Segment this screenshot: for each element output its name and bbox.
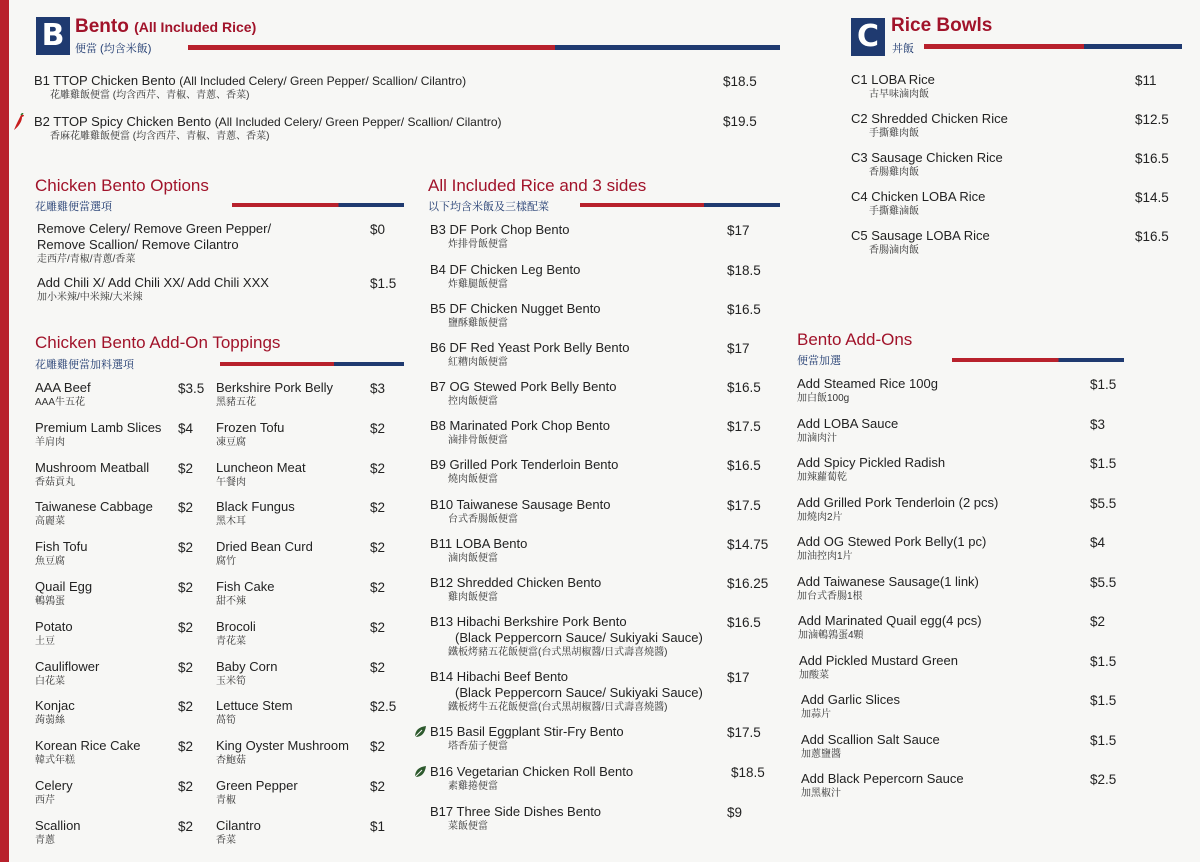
option-zh: 加小米辣/中米辣/大米辣 xyxy=(37,292,143,303)
item-zh: 加台式香腸1根 xyxy=(797,590,863,602)
item-price: $16.5 xyxy=(1135,229,1169,244)
item-name: Add Garlic Slices xyxy=(801,692,900,707)
item-name: Lettuce Stem xyxy=(216,698,293,714)
item-price: $2 xyxy=(178,818,194,834)
item-name: Add Black Pepercorn Sauce xyxy=(801,771,964,786)
item-name: B11 LOBA Bento xyxy=(430,536,528,551)
item-zh: 加蔥鹽醬 xyxy=(801,748,841,760)
item-price: $2 xyxy=(178,540,194,556)
item-price: $18.5 xyxy=(727,263,761,278)
menu-item xyxy=(430,457,618,486)
section-b-title xyxy=(75,16,256,38)
menu-item xyxy=(851,189,985,218)
item-zh: 紅糟肉飯便當 xyxy=(448,357,508,368)
menu-item xyxy=(216,818,261,847)
menu-item xyxy=(216,738,349,767)
menu-item xyxy=(797,574,979,603)
menu-item xyxy=(430,222,569,251)
item-zh: 鵪鶉蛋 xyxy=(35,596,65,607)
item-name: TTOP Spicy Chicken Bento xyxy=(53,114,212,129)
item-code: B1 xyxy=(34,73,50,88)
item-note: (All Included Celery/ Green Pepper/ Scallion/ Cilantro) xyxy=(179,74,467,88)
item-price: $16.5 xyxy=(727,458,761,473)
toppings-zh: 花雕雞便當加料選項 xyxy=(35,359,134,371)
menu-item xyxy=(797,376,938,405)
item-zh: 加燒肉2片 xyxy=(797,511,843,523)
menu-item xyxy=(35,420,161,449)
item-zh: 滷肉飯便當 xyxy=(448,553,498,564)
item-name: Cilantro xyxy=(216,817,261,833)
item-name: Konjac xyxy=(35,698,75,714)
item-price: $2 xyxy=(370,619,386,635)
item-name: Add Pickled Mustard Green xyxy=(799,652,958,668)
item-zh: 甜不辣 xyxy=(216,596,246,607)
section-c-badge: C xyxy=(851,18,885,56)
item-price: $2 xyxy=(178,580,194,595)
item-price: $2 xyxy=(370,460,386,476)
item-price: $14.75 xyxy=(727,537,769,552)
item-name: Baby Corn xyxy=(216,658,278,674)
item-zh: 炸雞腿飯便當 xyxy=(448,279,508,290)
item-zh: 加黑椒汁 xyxy=(801,788,841,799)
item-price: $9 xyxy=(727,805,743,820)
menu-item xyxy=(797,534,986,563)
menu-item xyxy=(35,380,91,409)
item-zh: 雞肉飯便當 xyxy=(448,592,498,603)
item-price: $16.25 xyxy=(727,576,769,591)
item-price: $2 xyxy=(178,460,194,476)
menu-item xyxy=(216,778,298,807)
menu-item xyxy=(216,659,277,688)
menu-item xyxy=(35,778,73,807)
item-zh: 鐵板烤豬五花飯便當(台式黑胡椒醬/日式壽喜燒醬) xyxy=(448,647,668,658)
item-zh: 香麻花雕雞飯便當 (均含西芹、青椒、青蔥、香菜) xyxy=(50,131,270,142)
menu-item xyxy=(35,579,92,608)
option-chili-price: $1.5 xyxy=(370,276,397,291)
rice-sides-rule xyxy=(580,203,780,207)
option-remove xyxy=(37,221,271,266)
item-price: $14.5 xyxy=(1135,190,1169,205)
menu-item xyxy=(216,420,284,449)
menu-item xyxy=(797,495,998,524)
item-price: $2 xyxy=(370,580,386,595)
item-price: $2 xyxy=(370,659,386,675)
price-b1: $18.5 xyxy=(723,74,757,89)
menu-item xyxy=(801,692,900,721)
item-name: B16 Vegetarian Chicken Roll Bento xyxy=(430,764,634,779)
menu-item xyxy=(35,659,99,688)
item-zh: 古早味滷肉飯 xyxy=(869,89,929,100)
section-c-title: Rice Bowls xyxy=(891,15,993,36)
item-price: $17.5 xyxy=(727,419,761,434)
item-zh: 青花菜 xyxy=(216,635,246,647)
item-name: Korean Rice Cake xyxy=(35,738,141,754)
addons-title: Bento Add-Ons xyxy=(797,330,913,349)
item-zh: 羊肩肉 xyxy=(35,436,65,448)
menu-item xyxy=(216,698,293,727)
item-price: $3 xyxy=(370,381,386,396)
item-zh: 黑木耳 xyxy=(216,516,246,528)
item-zh: 香腸滷肉飯 xyxy=(869,245,919,256)
options-title: Chicken Bento Options xyxy=(35,176,209,195)
item-name: Add LOBA Sauce xyxy=(797,415,899,431)
item-name: Premium Lamb Slices xyxy=(35,419,162,435)
item-price: $1 xyxy=(370,818,386,834)
item-price: $2 xyxy=(178,659,194,675)
option-chili xyxy=(37,275,269,304)
menu-item xyxy=(798,613,982,642)
item-price: $2 xyxy=(178,739,194,755)
item-price: $2.5 xyxy=(370,699,397,715)
item-name: Add Steamed Rice 100g xyxy=(797,376,938,391)
item-price: $2 xyxy=(370,420,386,436)
option-remove-price: $0 xyxy=(370,222,386,237)
item-zh: 韓式年糕 xyxy=(35,755,75,767)
item-zh: 手撕雞肉飯 xyxy=(869,128,919,139)
rice-sides-zh: 以下均含米飯及三樣配菜 xyxy=(428,201,549,213)
item-name: Luncheon Meat xyxy=(216,459,306,475)
item-price: $17 xyxy=(727,223,750,238)
item-name: B9 Grilled Pork Tenderloin Bento xyxy=(430,457,619,472)
menu-item xyxy=(430,614,703,659)
item-price: $2 xyxy=(178,699,194,715)
section-c-zh: 丼飯 xyxy=(892,43,914,55)
item-zh: 蒟蒻絲 xyxy=(35,715,65,727)
item-zh: 凍豆腐 xyxy=(216,436,246,448)
item-zh: 加辣蘿蔔乾 xyxy=(797,472,847,483)
menu-item xyxy=(35,499,153,528)
item-name: Potato xyxy=(35,618,73,634)
item-price: $2 xyxy=(370,779,386,794)
item-zh: 青椒 xyxy=(216,795,236,806)
item-zh: 高麗菜 xyxy=(35,516,65,528)
menu-item xyxy=(851,111,1008,140)
menu-item xyxy=(430,669,703,714)
item-price: $18.5 xyxy=(731,765,765,780)
section-b-rule xyxy=(188,45,780,50)
menu-item xyxy=(430,764,633,793)
item-price: $1.5 xyxy=(1090,693,1117,708)
item-name: C1 LOBA Rice xyxy=(851,72,935,87)
price-b2: $19.5 xyxy=(723,114,757,129)
section-b-title-note: (All Included Rice) xyxy=(134,19,257,35)
item-price: $17 xyxy=(727,341,750,356)
addons-zh: 便當加選 xyxy=(797,355,841,367)
item-zh: 加滷肉汁 xyxy=(797,432,837,444)
menu-item xyxy=(430,418,610,447)
item-price: $17.5 xyxy=(727,498,761,513)
item-price: $5.5 xyxy=(1090,574,1117,590)
item-price: $12.5 xyxy=(1135,112,1169,127)
item-price: $17 xyxy=(727,670,750,685)
item-zh: 香菜 xyxy=(216,834,236,846)
menu-item xyxy=(430,724,624,753)
item-zh: 杏鮑菇 xyxy=(216,755,246,767)
menu-item xyxy=(35,738,141,767)
menu-item xyxy=(430,301,601,330)
item-price: $2 xyxy=(178,500,194,516)
options-zh: 花雕雞便當選項 xyxy=(35,201,112,213)
menu-item xyxy=(35,619,73,648)
menu-item xyxy=(35,539,88,568)
item-name: Scallion xyxy=(35,817,81,833)
leaf-icon xyxy=(413,725,427,739)
item-name: B7 OG Stewed Pork Belly Bento xyxy=(430,379,617,394)
item-name: B14 Hibachi Beef Bento xyxy=(430,669,569,684)
item-zh: 黑豬五花 xyxy=(216,397,256,408)
item-price: $1.5 xyxy=(1090,732,1117,748)
item-name: Fish Cake xyxy=(216,579,275,594)
menu-item xyxy=(430,575,601,604)
menu-item xyxy=(430,536,527,565)
item-name: Add Scallion Salt Sauce xyxy=(801,731,940,747)
item-name: AAA Beef xyxy=(35,380,91,395)
item-zh: 腐竹 xyxy=(216,556,236,568)
item-price: $17.5 xyxy=(727,725,761,740)
chili-pepper-icon xyxy=(12,113,26,131)
item-name: B13 Hibachi Berkshire Pork Bento xyxy=(430,614,627,629)
left-red-border xyxy=(0,0,9,862)
options-rule xyxy=(232,203,404,207)
item-zh: 青蔥 xyxy=(35,834,55,846)
item-name: Berkshire Pork Belly xyxy=(216,380,334,395)
item-price: $2 xyxy=(178,779,194,794)
menu-item xyxy=(216,579,275,608)
option-name-2: Remove Scallion/ Remove Cilantro xyxy=(37,237,239,252)
item-zh: 加滷鵪鶉蛋4顆 xyxy=(798,630,864,641)
item-name: B17 Three Side Dishes Bento xyxy=(430,804,602,819)
item-price: $3.5 xyxy=(178,381,205,396)
menu-item xyxy=(430,262,580,291)
item-name: Black Fungus xyxy=(216,499,295,515)
item-price: $16.5 xyxy=(727,302,761,317)
item-price: $3 xyxy=(1090,416,1106,432)
item-name: Fish Tofu xyxy=(35,539,88,555)
menu-item xyxy=(851,228,990,257)
item-name: B3 DF Pork Chop Bento xyxy=(430,222,570,237)
menu-item xyxy=(801,732,940,761)
item-name: Frozen Tofu xyxy=(216,419,285,435)
item-zh: 手撕雞滷飯 xyxy=(869,206,919,217)
menu-item-b2 xyxy=(34,114,502,143)
item-name: King Oyster Mushroom xyxy=(216,738,349,754)
item-zh: 加酸菜 xyxy=(799,669,829,681)
item-name: Green Pepper xyxy=(216,778,298,793)
item-name: B8 Marinated Pork Chop Bento xyxy=(430,418,610,433)
menu-item xyxy=(216,619,256,648)
item-name: C5 Sausage LOBA Rice xyxy=(851,228,990,243)
item-price: $16.5 xyxy=(1135,151,1169,166)
item-name: C2 Shredded Chicken Rice xyxy=(851,111,1008,126)
menu-item xyxy=(216,499,295,528)
item-price: $1.5 xyxy=(1090,653,1117,669)
item-zh: 塔香茄子便當 xyxy=(448,741,508,752)
menu-item xyxy=(430,379,616,408)
item-price: $1.5 xyxy=(1090,377,1117,392)
item-zh: 鐵板烤牛五花飯便當(台式黑胡椒醬/日式壽喜燒醬) xyxy=(448,702,668,713)
item-zh: 土豆 xyxy=(35,635,55,647)
menu-item xyxy=(799,653,958,682)
item-zh: 鹽酥雞飯便當 xyxy=(448,318,508,329)
menu-item xyxy=(216,539,313,568)
toppings-title: Chicken Bento Add-On Toppings xyxy=(35,333,281,352)
item-name: C4 Chicken LOBA Rice xyxy=(851,189,986,204)
item-name: Add Spicy Pickled Radish xyxy=(797,455,946,470)
item-zh: 炸排骨飯便當 xyxy=(448,239,508,250)
menu-item xyxy=(216,460,306,489)
item-price: $2 xyxy=(370,739,386,755)
item-zh: 台式香腸飯便當 xyxy=(448,514,518,525)
item-price: $11 xyxy=(1135,73,1157,88)
menu-item xyxy=(430,497,610,526)
addons-rule xyxy=(952,358,1124,362)
menu-item xyxy=(851,150,1003,179)
item-name: B5 DF Chicken Nugget Bento xyxy=(430,301,601,316)
item-zh: 花雕雞飯便當 (均含西芹、青椒、青蔥、香菜) xyxy=(50,90,250,101)
item-price: $2 xyxy=(370,500,386,516)
item-name: Quail Egg xyxy=(35,579,93,594)
menu-item xyxy=(430,804,601,833)
item-code: B2 xyxy=(34,114,50,129)
leaf-icon xyxy=(413,765,427,779)
toppings-rule xyxy=(220,362,404,366)
item-name: Celery xyxy=(35,778,73,793)
item-price: $2 xyxy=(370,540,386,556)
item-zh: 加蒜片 xyxy=(801,709,831,720)
menu-item xyxy=(797,455,945,484)
item-zh: 控肉飯便當 xyxy=(448,396,498,407)
item-zh: 白花菜 xyxy=(35,675,65,687)
menu-item xyxy=(801,771,964,800)
item-price: $16.5 xyxy=(727,380,761,395)
item-zh: 加油控肉1片 xyxy=(797,551,853,562)
item-zh: 西芹 xyxy=(35,795,55,806)
item-zh: 玉米筍 xyxy=(216,675,246,687)
item-price: $2.5 xyxy=(1090,772,1117,787)
item-zh: 萵筍 xyxy=(216,715,236,727)
option-name: Add Chili X/ Add Chili XX/ Add Chili XXX xyxy=(37,275,269,290)
item-name: Add Grilled Pork Tenderloin (2 pcs) xyxy=(797,494,999,510)
item-price: $5.5 xyxy=(1090,495,1117,511)
menu-item xyxy=(851,72,935,101)
item-name: Add OG Stewed Pork Belly(1 pc) xyxy=(797,534,987,549)
item-name: B6 DF Red Yeast Pork Belly Bento xyxy=(430,340,630,355)
section-b-badge: B xyxy=(36,17,70,55)
item-price: $4 xyxy=(1090,535,1106,550)
item-zh: 燒肉飯便當 xyxy=(448,474,498,485)
item-name: TTOP Chicken Bento xyxy=(53,73,176,88)
item-name: Cauliflower xyxy=(35,658,100,674)
section-b-zh: 便當 (均含米飯) xyxy=(75,43,152,55)
menu-item-b1 xyxy=(34,73,466,102)
item-price: $2 xyxy=(1090,614,1106,629)
item-zh: 香菇貢丸 xyxy=(35,476,75,488)
item-name: B4 DF Chicken Leg Bento xyxy=(430,262,581,277)
menu-item xyxy=(797,416,898,445)
rice-sides-title: All Included Rice and 3 sides xyxy=(428,176,647,195)
item-zh: 午餐肉 xyxy=(216,476,246,488)
item-name: Taiwanese Cabbage xyxy=(35,499,153,515)
item-zh: 魚豆腐 xyxy=(35,556,65,568)
item-zh: 香腸雞肉飯 xyxy=(869,167,919,178)
item-zh: 加白飯100g xyxy=(797,393,850,404)
option-name: Remove Celery/ Remove Green Pepper/ xyxy=(37,221,272,236)
item-name: B10 Taiwanese Sausage Bento xyxy=(430,497,611,512)
item-zh: AAA牛五花 xyxy=(35,397,86,408)
item-name: B12 Shredded Chicken Bento xyxy=(430,575,602,590)
item-price: $2 xyxy=(178,619,194,635)
item-note: (All Included Celery/ Green Pepper/ Scallion/ Cilantro) xyxy=(214,115,502,129)
item-price: $16.5 xyxy=(727,615,761,630)
item-zh: 菜飯便當 xyxy=(448,821,488,832)
item-name: B15 Basil Eggplant Stir-Fry Bento xyxy=(430,724,624,739)
item-zh: 滷排骨飯便當 xyxy=(448,435,508,446)
item-name: Mushroom Meatball xyxy=(35,459,150,475)
menu-item xyxy=(35,818,81,847)
menu-item xyxy=(35,698,75,727)
item-zh: 素雞捲便當 xyxy=(448,781,498,792)
menu-item xyxy=(35,460,149,489)
item-name: Add Taiwanese Sausage(1 link) xyxy=(797,573,979,589)
menu-item xyxy=(430,340,629,369)
section-c-rule xyxy=(924,44,1182,49)
item-name-2: (Black Peppercorn Sauce/ Sukiyaki Sauce) xyxy=(455,685,703,700)
item-name-2: (Black Peppercorn Sauce/ Sukiyaki Sauce) xyxy=(455,630,703,645)
item-name: Dried Bean Curd xyxy=(216,539,313,555)
item-name: C3 Sausage Chicken Rice xyxy=(851,150,1003,165)
item-name: Add Marinated Quail egg(4 pcs) xyxy=(798,613,982,628)
option-zh: 走西芹/青椒/青蔥/香菜 xyxy=(37,254,136,265)
section-b-title-text: Bento xyxy=(75,16,129,37)
item-price: $4 xyxy=(178,420,194,436)
item-name: Brocoli xyxy=(216,618,256,634)
item-price: $1.5 xyxy=(1090,456,1117,471)
menu-item xyxy=(216,380,333,409)
